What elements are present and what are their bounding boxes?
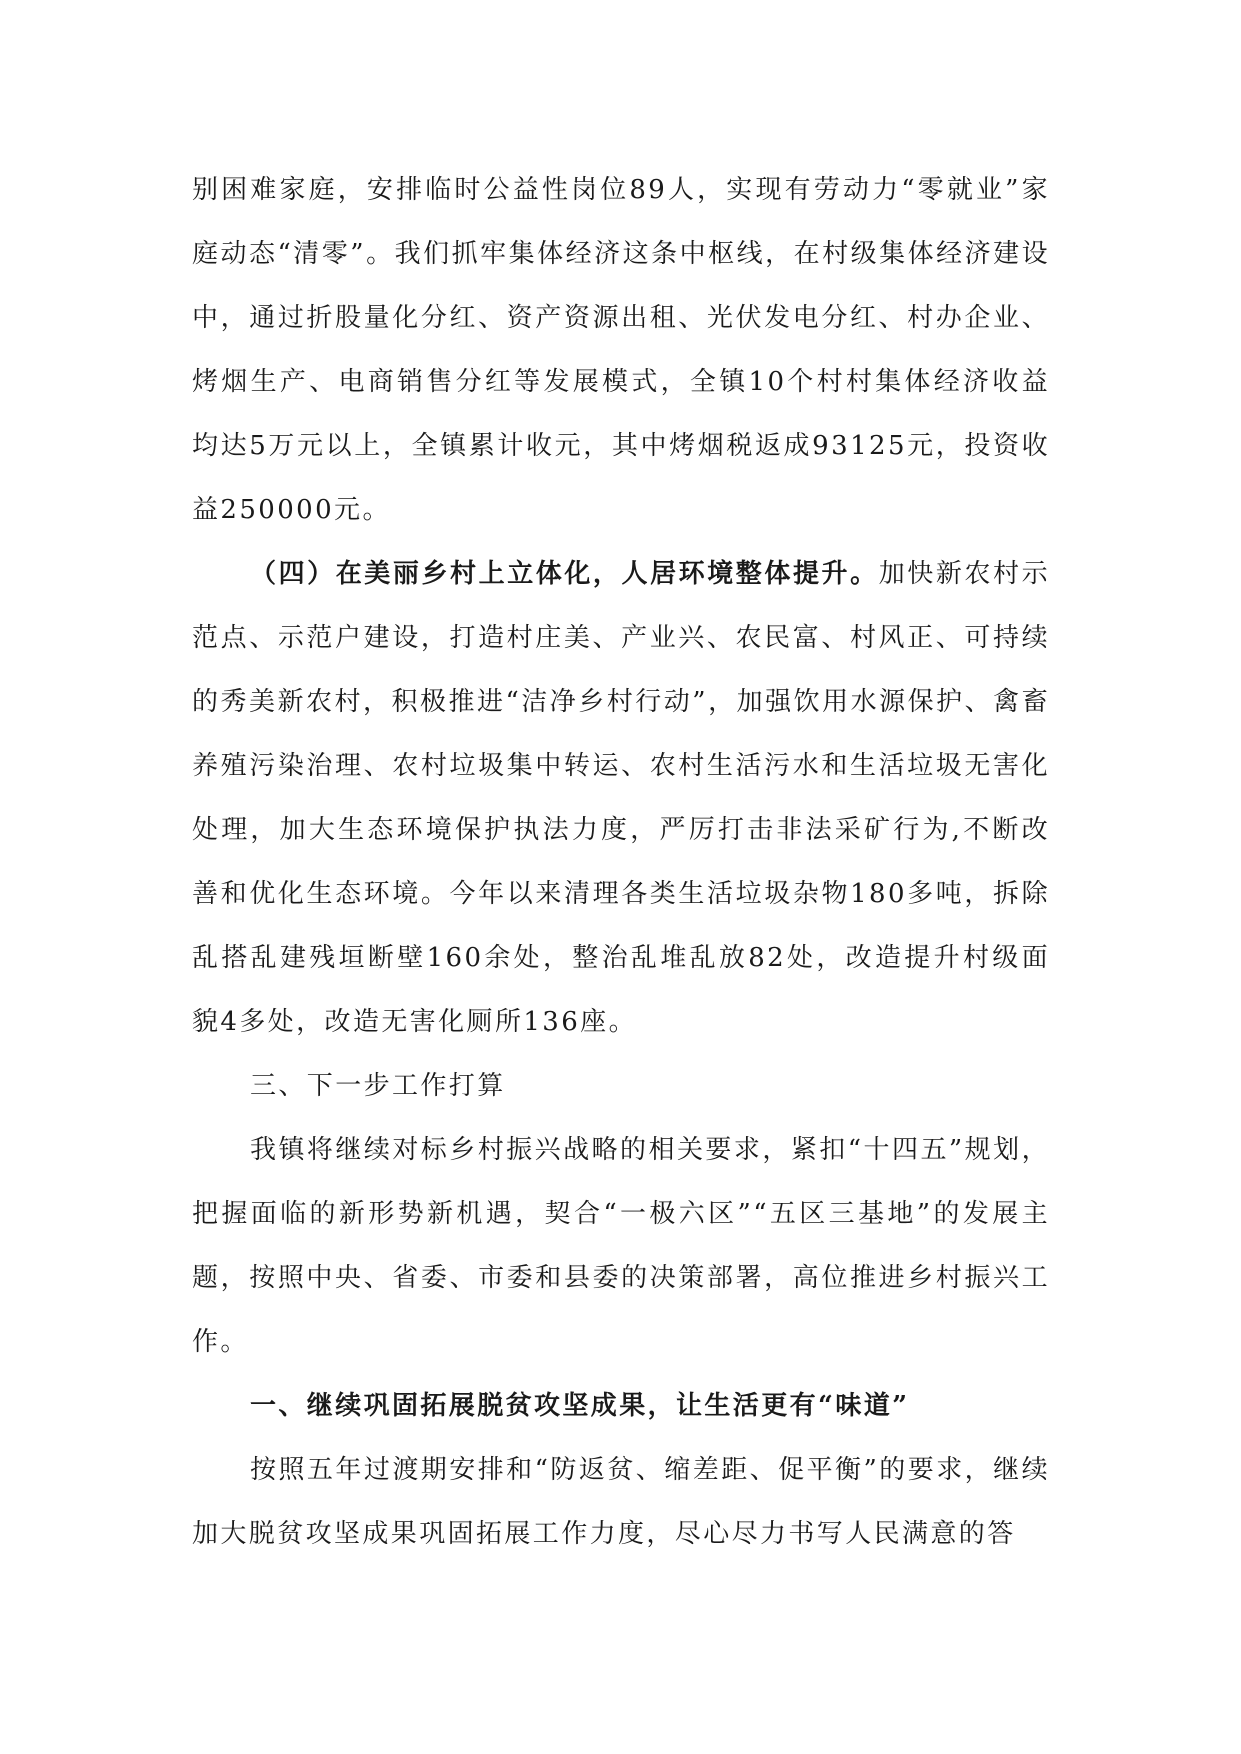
document-body [192, 158, 1050, 1566]
paragraph-beautiful-village [192, 542, 1050, 1054]
paragraph-text: 加快新农村示范点、示范户建设，打造村庄美、产业兴、农民富、村风正、可持续的秀美新农村，积极推进“洁净乡村行动”，加强饮用水源保护、禽畜养殖污染治理、农村垃圾集中转运、农村生活污水和生活垃圾无害化处理，加大生态环境保护执法力度，严厉打击非法采矿行为,不断改善和优化生态环境。今年以来清理各类生活垃圾杂物180多吨，拆除乱搭乱建残垣断壁160余处，整治乱堆乱放82处，改造提升村级面貌4多处，改造无害化厕所136座。 [192, 559, 1050, 1037]
paragraph-text: 按照五年过渡期安排和“防返贫、缩差距、促平衡”的要求，继续加大脱贫攻坚成果巩固拓展工作力度，尽心尽力书写人民满意的答 [192, 1455, 1050, 1549]
subheading-poverty-results [192, 1374, 1050, 1438]
paragraph-text: 别困难家庭，安排临时公益性岗位89人，实现有劳动力“零就业”家庭动态“清零”。我们抓牢集体经济这条中枢线，在村级集体经济建设中，通过折股量化分红、资产资源出租、光伏发电分红、村办企业、烤烟生产、电商销售分红等发展模式，全镇10个村村集体经济收益均达5万元以上，全镇累计收元，其中烤烟税返成93125元，投资收益250000元。 [192, 175, 1050, 525]
paragraph-bold-lead: （四）在美丽乡村上立体化，人居环境整体提升。 [250, 559, 879, 589]
subheading-text: 一、继续巩固拓展脱贫攻坚成果，让生活更有“味道” [250, 1391, 910, 1421]
paragraph-text: 我镇将继续对标乡村振兴战略的相关要求，紧扣“十四五”规划，把握面临的新形势新机遇，契合“一极六区”“五区三基地”的发展主题，按照中央、省委、市委和县委的决策部署，高位推进乡村振兴工作。 [192, 1135, 1050, 1357]
paragraph-transition-period [192, 1438, 1050, 1566]
paragraph-rural-revitalization [192, 1118, 1050, 1374]
section-heading-next-steps [192, 1054, 1050, 1118]
paragraph-collective-economy [192, 158, 1050, 542]
heading-text: 三、下一步工作打算 [250, 1071, 506, 1101]
